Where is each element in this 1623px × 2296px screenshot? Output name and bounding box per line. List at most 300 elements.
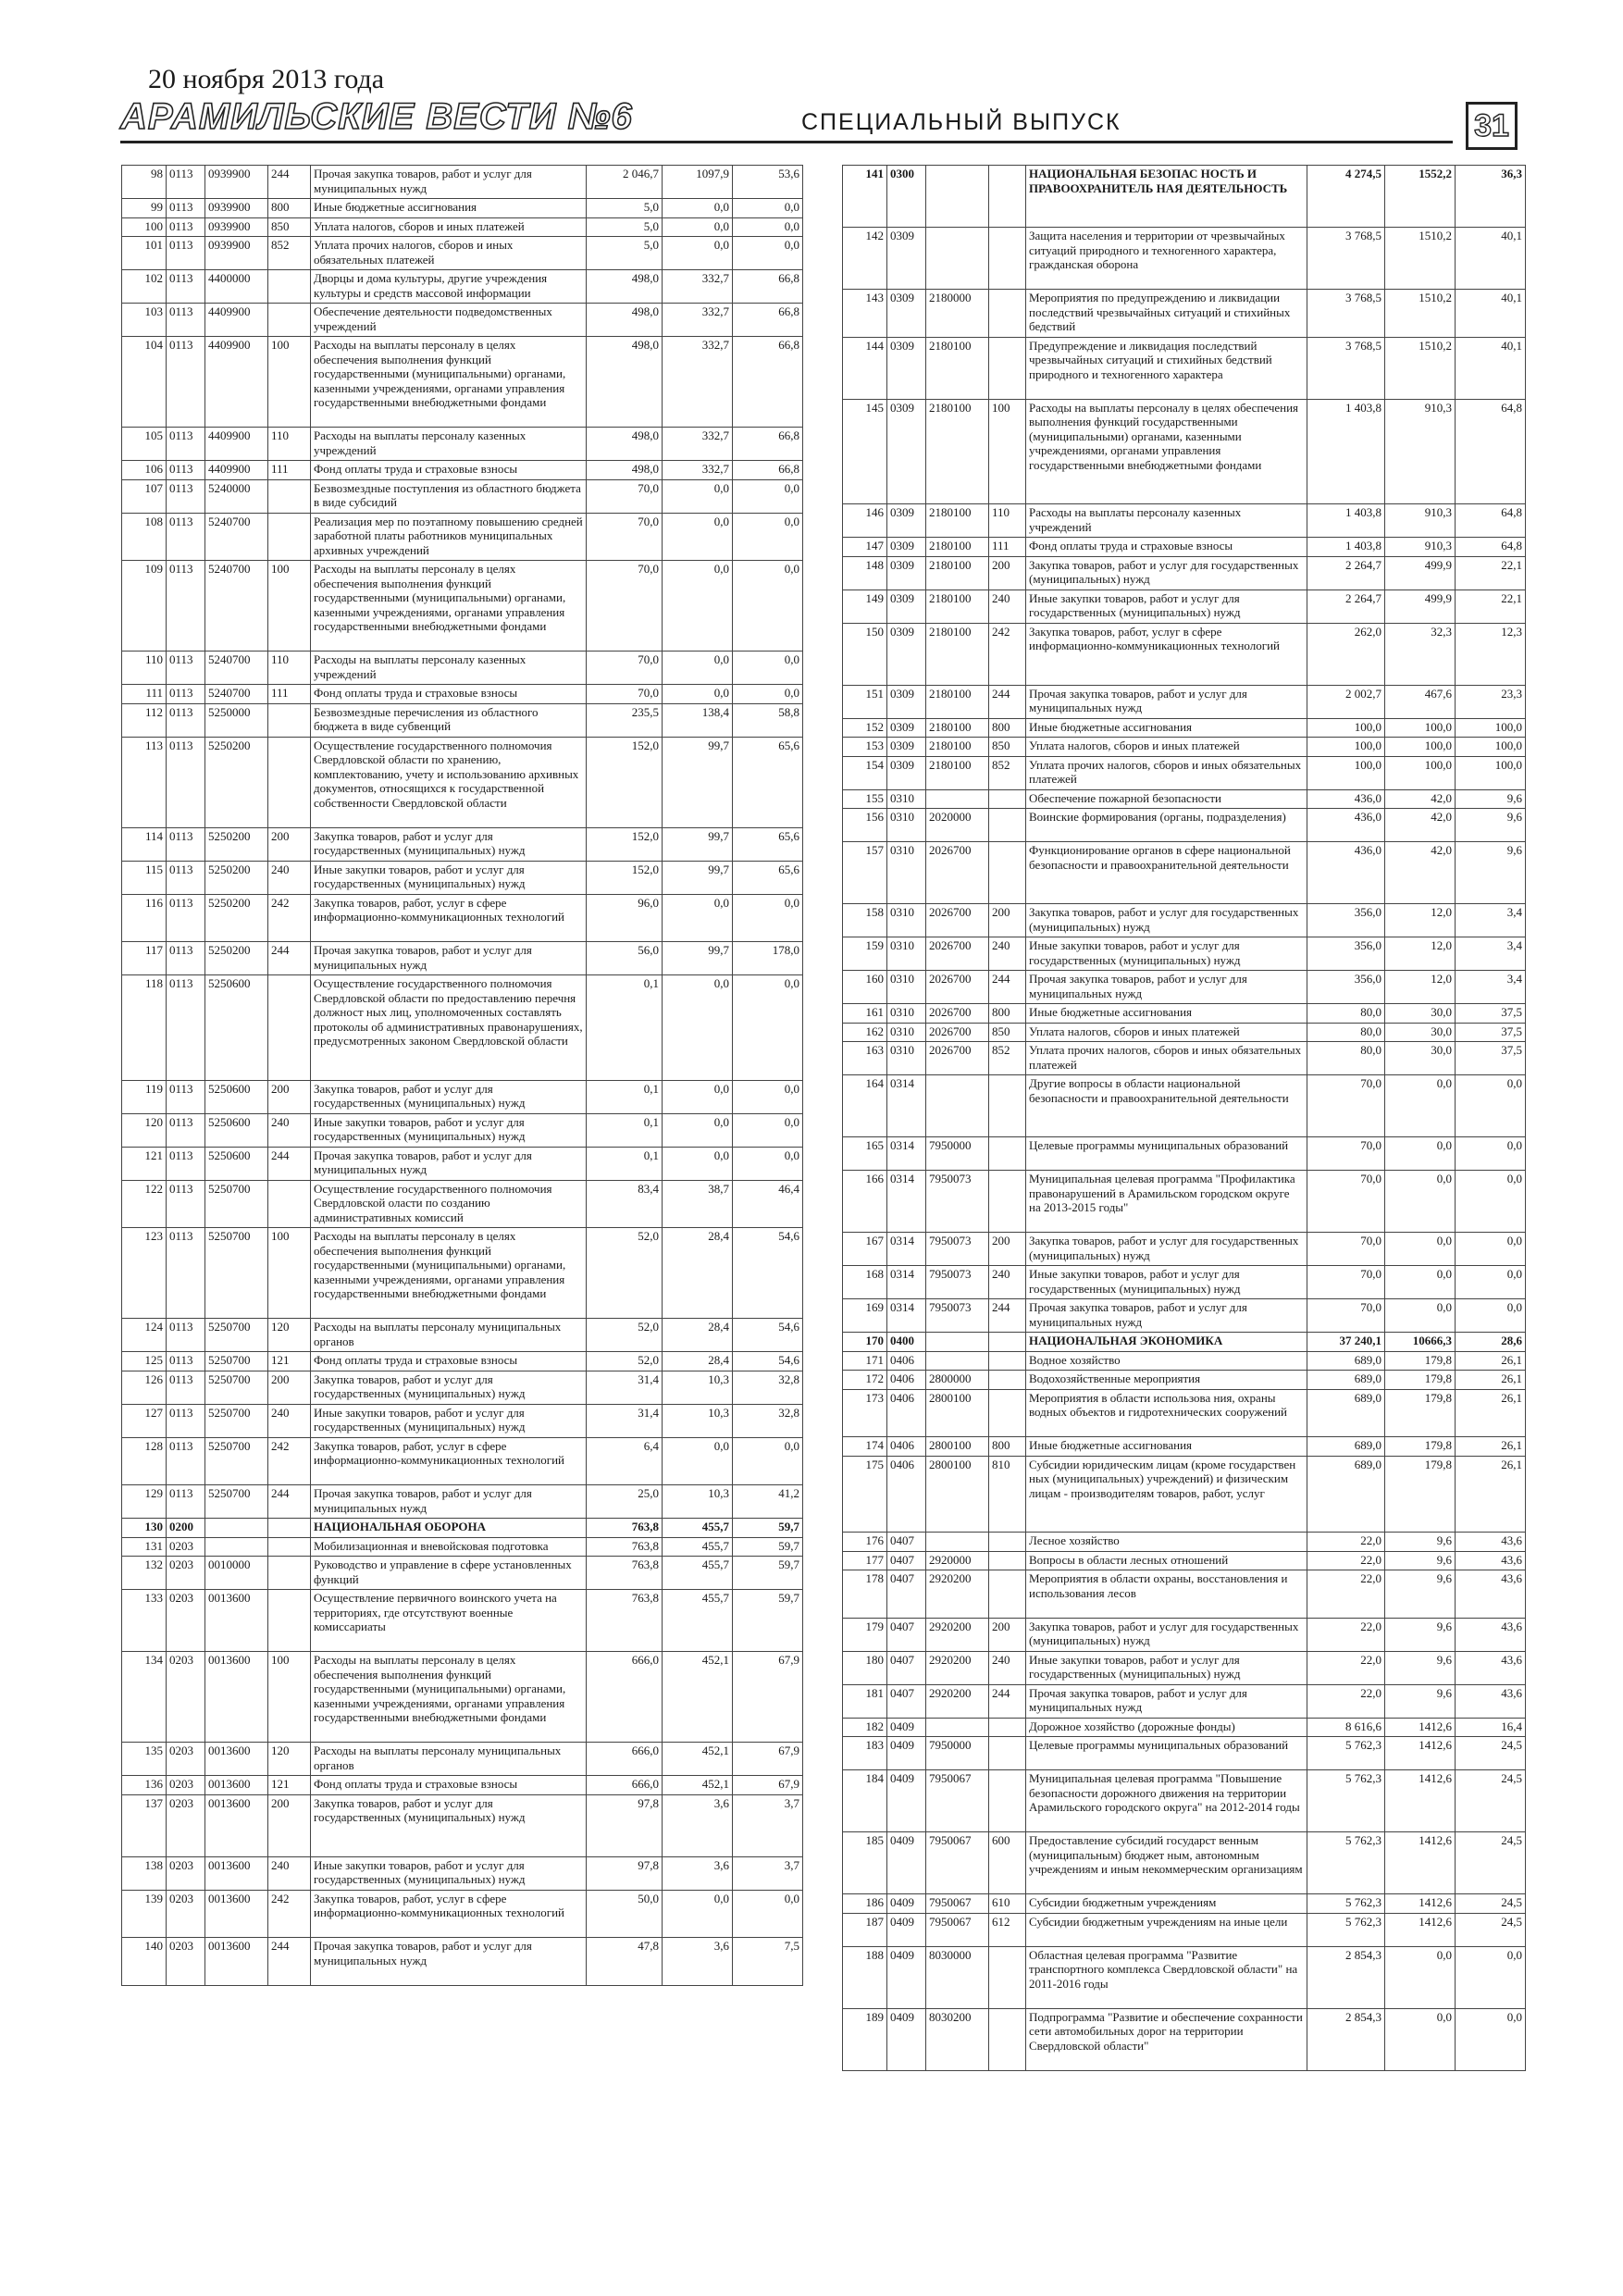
table-row	[843, 228, 1526, 290]
description-cell: НАЦИОНАЛЬНАЯ БЕЗОПАС НОСТЬ И ПРАВООХРАНИТЕЛЬ НАЯ ДЕЯТЕЛЬНОСТЬ	[1026, 166, 1307, 228]
plan-amount-cell: 56,0	[587, 942, 663, 975]
actual-amount-cell: 455,7	[663, 1557, 733, 1590]
target-code-cell: 2180100	[926, 718, 989, 738]
description-cell: Уплата налогов, сборов и иных платежей	[1026, 738, 1307, 757]
section-code-cell: 0203	[167, 1856, 205, 1890]
row-number-cell: 158	[843, 904, 887, 937]
description-cell: Уплата прочих налогов, сборов и иных обязательных платежей	[1026, 1042, 1307, 1075]
expense-type-cell	[268, 304, 311, 337]
row-number-cell: 113	[122, 737, 167, 827]
expense-type-cell: 852	[268, 237, 311, 270]
plan-amount-cell: 0,1	[587, 1147, 663, 1180]
section-code-cell: 0113	[167, 685, 205, 704]
plan-amount-cell: 22,0	[1307, 1551, 1385, 1570]
percent-cell: 0,0	[733, 217, 803, 237]
row-number-cell: 112	[122, 703, 167, 737]
percent-cell: 67,9	[733, 1776, 803, 1795]
description-cell: Иные бюджетные ассигнования	[1026, 718, 1307, 738]
section-code-cell: 0309	[887, 756, 926, 789]
section-code-cell: 0113	[167, 1319, 205, 1352]
table-row	[122, 199, 803, 218]
plan-amount-cell: 52,0	[587, 1319, 663, 1352]
expense-type-cell: 242	[268, 1890, 311, 1938]
row-number-cell: 139	[122, 1890, 167, 1938]
actual-amount-cell: 0,0	[663, 479, 733, 513]
section-code-cell: 0409	[887, 1832, 926, 1894]
percent-cell: 0,0	[733, 1113, 803, 1147]
newspaper-logo	[120, 96, 633, 137]
actual-amount-cell: 42,0	[1385, 842, 1456, 904]
table-row	[843, 1351, 1526, 1371]
description-cell: Расходы на выплаты персоналу казенных учреждений	[311, 428, 587, 461]
expense-type-cell: 200	[268, 1371, 311, 1404]
actual-amount-cell: 0,0	[663, 217, 733, 237]
expense-type-cell	[268, 1519, 311, 1538]
section-code-cell: 0203	[167, 1557, 205, 1590]
target-code-cell: 7950067	[926, 1832, 989, 1894]
percent-cell: 43,6	[1456, 1551, 1526, 1570]
percent-cell: 0,0	[733, 479, 803, 513]
actual-amount-cell: 0,0	[663, 685, 733, 704]
section-code-cell: 0314	[887, 1171, 926, 1233]
actual-amount-cell: 38,7	[663, 1180, 733, 1228]
expense-type-cell: 800	[989, 718, 1026, 738]
section-code-cell: 0203	[167, 1590, 205, 1652]
actual-amount-cell: 179,8	[1385, 1371, 1456, 1390]
expense-type-cell: 121	[268, 1352, 311, 1371]
target-code-cell: 4409900	[205, 461, 268, 480]
description-cell: НАЦИОНАЛЬНАЯ ОБОРОНА	[311, 1519, 587, 1538]
percent-cell: 0,0	[1456, 2008, 1526, 2070]
target-code-cell: 2800000	[926, 1371, 989, 1390]
expense-type-cell	[989, 1171, 1026, 1233]
description-cell: Закупка товаров, работ, услуг в сфере информационно-коммуникационных технологий	[1026, 623, 1307, 685]
table-row	[843, 1913, 1526, 1946]
row-number-cell: 187	[843, 1913, 887, 1946]
expense-type-cell: 244	[268, 942, 311, 975]
target-code-cell: 5250200	[205, 827, 268, 861]
target-code-cell: 2800100	[926, 1456, 989, 1533]
issue-number: №6	[567, 96, 633, 137]
plan-amount-cell: 1 403,8	[1307, 538, 1385, 557]
table-row	[843, 1075, 1526, 1137]
percent-cell: 9,6	[1456, 789, 1526, 809]
description-cell: Прочая закупка товаров, работ и услуг для муниципальных нужд	[311, 166, 587, 199]
section-code-cell: 0310	[887, 904, 926, 937]
actual-amount-cell: 0,0	[663, 1147, 733, 1180]
target-code-cell: 5250200	[205, 894, 268, 942]
expense-type-cell	[989, 1075, 1026, 1137]
table-row	[122, 1537, 803, 1557]
row-number-cell: 117	[122, 942, 167, 975]
target-code-cell: 2026700	[926, 1004, 989, 1024]
description-cell: Воинские формирования (органы, подразделения)	[1026, 809, 1307, 842]
plan-amount-cell: 5,0	[587, 217, 663, 237]
target-code-cell: 7950073	[926, 1233, 989, 1266]
percent-cell: 43,6	[1456, 1533, 1526, 1552]
row-number-cell: 188	[843, 1946, 887, 2008]
table-row	[122, 1404, 803, 1437]
actual-amount-cell: 179,8	[1385, 1389, 1456, 1437]
table-row	[122, 1590, 803, 1652]
row-number-cell: 150	[843, 623, 887, 685]
target-code-cell: 7950067	[926, 1770, 989, 1832]
row-number-cell: 136	[122, 1776, 167, 1795]
description-cell: Фонд оплаты труда и страховые взносы	[311, 1352, 587, 1371]
actual-amount-cell: 452,1	[663, 1652, 733, 1743]
percent-cell: 43,6	[1456, 1684, 1526, 1718]
description-cell: Закупка товаров, работ и услуг для государственных (муниципальных) нужд	[311, 1080, 587, 1113]
plan-amount-cell: 70,0	[1307, 1075, 1385, 1137]
table-row	[843, 789, 1526, 809]
section-code-cell: 0409	[887, 1913, 926, 1946]
table-row	[122, 1856, 803, 1890]
percent-cell: 0,0	[733, 1890, 803, 1938]
percent-cell: 59,7	[733, 1557, 803, 1590]
table-row	[843, 1570, 1526, 1619]
table-row	[843, 937, 1526, 971]
description-cell: Целевые программы муниципальных образований	[1026, 1137, 1307, 1171]
section-code-cell: 0203	[167, 1776, 205, 1795]
percent-cell: 0,0	[733, 894, 803, 942]
plan-amount-cell: 689,0	[1307, 1437, 1385, 1457]
table-row	[843, 1718, 1526, 1737]
plan-amount-cell: 498,0	[587, 270, 663, 304]
table-row	[843, 904, 1526, 937]
percent-cell: 54,6	[733, 1319, 803, 1352]
expense-type-cell	[268, 975, 311, 1081]
row-number-cell: 107	[122, 479, 167, 513]
expense-type-cell	[989, 1946, 1026, 2008]
target-code-cell: 0939900	[205, 166, 268, 199]
plan-amount-cell: 689,0	[1307, 1456, 1385, 1533]
row-number-cell: 110	[122, 652, 167, 685]
row-number-cell: 108	[122, 513, 167, 561]
row-number-cell: 122	[122, 1180, 167, 1228]
plan-amount-cell: 0,1	[587, 1113, 663, 1147]
target-code-cell: 2180100	[926, 623, 989, 685]
percent-cell: 0,0	[733, 561, 803, 652]
actual-amount-cell: 332,7	[663, 270, 733, 304]
target-code-cell: 0013600	[205, 1938, 268, 1986]
section-code-cell: 0113	[167, 861, 205, 894]
plan-amount-cell: 666,0	[587, 1776, 663, 1795]
section-code-cell: 0309	[887, 623, 926, 685]
percent-cell: 3,4	[1456, 971, 1526, 1004]
target-code-cell: 0010000	[205, 1557, 268, 1590]
target-code-cell: 2920200	[926, 1651, 989, 1684]
description-cell: Дорожное хозяйство (дорожные фонды)	[1026, 1718, 1307, 1737]
plan-amount-cell: 70,0	[1307, 1137, 1385, 1171]
plan-amount-cell: 47,8	[587, 1938, 663, 1986]
target-code-cell	[926, 1533, 989, 1552]
table-row	[843, 1832, 1526, 1894]
target-code-cell: 5240700	[205, 513, 268, 561]
expense-type-cell	[989, 1737, 1026, 1770]
target-code-cell: 2180100	[926, 738, 989, 757]
section-code-cell: 0113	[167, 479, 205, 513]
row-number-cell: 138	[122, 1856, 167, 1890]
description-cell: Мероприятия в области использова ния, охраны водных объектов и гидротехнических сооружений	[1026, 1389, 1307, 1437]
percent-cell: 16,4	[1456, 1718, 1526, 1737]
plan-amount-cell: 763,8	[587, 1557, 663, 1590]
expense-type-cell: 244	[268, 166, 311, 199]
percent-cell: 26,1	[1456, 1389, 1526, 1437]
plan-amount-cell: 2 264,7	[1307, 556, 1385, 590]
table-row	[122, 1519, 803, 1538]
table-row	[843, 290, 1526, 338]
description-cell: Реализация мер по поэтапному повышению средней заработной платы работников муниципальных архивных учреждений	[311, 513, 587, 561]
section-code-cell: 0406	[887, 1371, 926, 1390]
actual-amount-cell: 0,0	[663, 513, 733, 561]
row-number-cell: 125	[122, 1352, 167, 1371]
percent-cell: 65,6	[733, 827, 803, 861]
description-cell: Муниципальная целевая программа "Повышение безопасности дорожного движения на территории Арамильского городского округа" на 2012-2014 годы	[1026, 1770, 1307, 1832]
percent-cell: 59,7	[733, 1590, 803, 1652]
description-cell: Осуществление государственного полномочия Свердловской области по хранению, комплектованию, учету и использованию архивных документов, относящихся к государственной собственности Свердловской области	[311, 737, 587, 827]
expense-type-cell	[989, 1333, 1026, 1352]
table-row	[843, 623, 1526, 685]
table-row	[122, 942, 803, 975]
row-number-cell: 116	[122, 894, 167, 942]
description-cell: Функционирование органов в сфере национальной безопасности и правоохранительной деятельности	[1026, 842, 1307, 904]
expense-type-cell: 852	[989, 756, 1026, 789]
table-row	[122, 337, 803, 428]
table-row	[122, 1113, 803, 1147]
expense-type-cell	[989, 1533, 1026, 1552]
percent-cell: 66,8	[733, 270, 803, 304]
percent-cell: 59,7	[733, 1519, 803, 1538]
table-row	[122, 1794, 803, 1856]
section-code-cell: 0113	[167, 1371, 205, 1404]
plan-amount-cell: 689,0	[1307, 1389, 1385, 1437]
target-code-cell: 5250700	[205, 1352, 268, 1371]
actual-amount-cell: 467,6	[1385, 685, 1456, 718]
section-code-cell: 0113	[167, 217, 205, 237]
row-number-cell: 171	[843, 1351, 887, 1371]
table-row	[122, 1352, 803, 1371]
expense-type-cell: 612	[989, 1913, 1026, 1946]
percent-cell: 43,6	[1456, 1618, 1526, 1651]
row-number-cell: 159	[843, 937, 887, 971]
row-number-cell: 135	[122, 1743, 167, 1776]
actual-amount-cell: 99,7	[663, 861, 733, 894]
percent-cell: 3,4	[1456, 904, 1526, 937]
expense-type-cell: 244	[268, 1147, 311, 1180]
actual-amount-cell: 28,4	[663, 1352, 733, 1371]
section-code-cell: 0407	[887, 1684, 926, 1718]
actual-amount-cell: 28,4	[663, 1319, 733, 1352]
target-code-cell: 7950073	[926, 1266, 989, 1299]
plan-amount-cell: 152,0	[587, 861, 663, 894]
section-code-cell: 0203	[167, 1794, 205, 1856]
table-row	[843, 1651, 1526, 1684]
target-code-cell: 5250700	[205, 1319, 268, 1352]
target-code-cell: 0013600	[205, 1856, 268, 1890]
plan-amount-cell: 498,0	[587, 304, 663, 337]
target-code-cell: 2920200	[926, 1684, 989, 1718]
section-code-cell: 0203	[167, 1743, 205, 1776]
percent-cell: 0,0	[733, 513, 803, 561]
table-row	[122, 270, 803, 304]
target-code-cell: 5250000	[205, 703, 268, 737]
section-code-cell: 0113	[167, 1113, 205, 1147]
plan-amount-cell: 436,0	[1307, 809, 1385, 842]
table-row	[843, 1684, 1526, 1718]
plan-amount-cell: 498,0	[587, 428, 663, 461]
description-cell: Закупка товаров, работ, услуг в сфере информационно-коммуникационных технологий	[311, 894, 587, 942]
row-number-cell: 104	[122, 337, 167, 428]
actual-amount-cell: 99,7	[663, 942, 733, 975]
description-cell: Предоставление субсидий государст венным (муниципальным) бюджет ным, автономным учреждениям и иным некоммерческим организациям	[1026, 1832, 1307, 1894]
plan-amount-cell: 4 274,5	[1307, 166, 1385, 228]
description-cell: Мероприятия в области охраны, восстановления и использования лесов	[1026, 1570, 1307, 1619]
percent-cell: 64,8	[1456, 504, 1526, 538]
description-cell: Закупка товаров, работ и услуг для государственных (муниципальных) нужд	[1026, 1618, 1307, 1651]
expense-type-cell: 244	[268, 1485, 311, 1519]
plan-amount-cell: 5 762,3	[1307, 1770, 1385, 1832]
expense-type-cell	[989, 789, 1026, 809]
plan-amount-cell: 436,0	[1307, 789, 1385, 809]
percent-cell: 65,6	[733, 861, 803, 894]
plan-amount-cell: 31,4	[587, 1371, 663, 1404]
plan-amount-cell: 52,0	[587, 1352, 663, 1371]
expense-type-cell	[268, 1537, 311, 1557]
row-number-cell: 176	[843, 1533, 887, 1552]
target-code-cell: 4400000	[205, 270, 268, 304]
plan-amount-cell: 152,0	[587, 827, 663, 861]
plan-amount-cell: 97,8	[587, 1856, 663, 1890]
row-number-cell: 182	[843, 1718, 887, 1737]
expense-type-cell: 244	[989, 685, 1026, 718]
actual-amount-cell: 0,0	[663, 975, 733, 1081]
section-code-cell: 0409	[887, 1718, 926, 1737]
target-code-cell: 2026700	[926, 1023, 989, 1042]
description-cell: Прочая закупка товаров, работ и услуг для муниципальных нужд	[1026, 971, 1307, 1004]
section-code-cell: 0113	[167, 304, 205, 337]
row-number-cell: 101	[122, 237, 167, 270]
description-cell: Дворцы и дома культуры, другие учреждения культуры и средств массовой информации	[311, 270, 587, 304]
target-code-cell: 2920200	[926, 1570, 989, 1619]
section-code-cell: 0407	[887, 1551, 926, 1570]
row-number-cell: 119	[122, 1080, 167, 1113]
row-number-cell: 120	[122, 1113, 167, 1147]
expense-type-cell: 810	[989, 1456, 1026, 1533]
percent-cell: 46,4	[733, 1180, 803, 1228]
expense-type-cell: 242	[268, 1437, 311, 1485]
expense-type-cell: 200	[268, 1794, 311, 1856]
row-number-cell: 168	[843, 1266, 887, 1299]
plan-amount-cell: 498,0	[587, 461, 663, 480]
expense-type-cell	[989, 228, 1026, 290]
target-code-cell: 5250700	[205, 1371, 268, 1404]
table-row	[843, 2008, 1526, 2070]
description-cell: Субсидии бюджетным учреждениям	[1026, 1894, 1307, 1914]
description-cell: Иные закупки товаров, работ и услуг для государственных (муниципальных) нужд	[1026, 937, 1307, 971]
row-number-cell: 169	[843, 1299, 887, 1333]
actual-amount-cell: 332,7	[663, 304, 733, 337]
description-cell: Расходы на выплаты персоналу в целях обеспечения выполнения функций государственными (муниципальными) органами, казенными учреждениями, органами управления государственными внебюджетными фондами	[311, 337, 587, 428]
percent-cell: 58,8	[733, 703, 803, 737]
row-number-cell: 145	[843, 399, 887, 504]
description-cell: Фонд оплаты труда и страховые взносы	[1026, 538, 1307, 557]
actual-amount-cell: 1412,6	[1385, 1718, 1456, 1737]
description-cell: Иные бюджетные ассигнования	[311, 199, 587, 218]
target-code-cell: 4409900	[205, 428, 268, 461]
description-cell: Прочая закупка товаров, работ и услуг для муниципальных нужд	[1026, 1299, 1307, 1333]
section-code-cell: 0406	[887, 1389, 926, 1437]
percent-cell: 67,9	[733, 1743, 803, 1776]
target-code-cell: 2180100	[926, 504, 989, 538]
expense-type-cell	[989, 166, 1026, 228]
actual-amount-cell: 455,7	[663, 1519, 733, 1538]
description-cell: Иные закупки товаров, работ и услуг для государственных (муниципальных) нужд	[311, 861, 587, 894]
section-code-cell: 0310	[887, 1042, 926, 1075]
table-row	[843, 718, 1526, 738]
percent-cell: 37,5	[1456, 1042, 1526, 1075]
description-cell: Прочая закупка товаров, работ и услуг для муниципальных нужд	[1026, 685, 1307, 718]
plan-amount-cell: 70,0	[1307, 1171, 1385, 1233]
actual-amount-cell: 0,0	[1385, 1299, 1456, 1333]
actual-amount-cell: 3,6	[663, 1856, 733, 1890]
table-row	[122, 861, 803, 894]
expense-type-cell: 852	[989, 1042, 1026, 1075]
actual-amount-cell: 910,3	[1385, 504, 1456, 538]
expense-type-cell: 850	[268, 217, 311, 237]
section-code-cell: 0203	[167, 1890, 205, 1938]
target-code-cell: 7950000	[926, 1137, 989, 1171]
percent-cell: 24,5	[1456, 1770, 1526, 1832]
actual-amount-cell: 0,0	[663, 237, 733, 270]
percent-cell: 26,1	[1456, 1456, 1526, 1533]
expense-type-cell: 120	[268, 1743, 311, 1776]
section-code-cell: 0309	[887, 556, 926, 590]
section-code-cell: 0406	[887, 1351, 926, 1371]
section-code-cell: 0310	[887, 971, 926, 1004]
target-code-cell: 5250700	[205, 1437, 268, 1485]
plan-amount-cell: 70,0	[587, 561, 663, 652]
description-cell: Прочая закупка товаров, работ и услуг для муниципальных нужд	[311, 1938, 587, 1986]
plan-amount-cell: 25,0	[587, 1485, 663, 1519]
actual-amount-cell: 179,8	[1385, 1437, 1456, 1457]
plan-amount-cell: 666,0	[587, 1743, 663, 1776]
section-code-cell: 0113	[167, 942, 205, 975]
plan-amount-cell: 5 762,3	[1307, 1894, 1385, 1914]
plan-amount-cell: 100,0	[1307, 718, 1385, 738]
description-cell: Уплата налогов, сборов и иных платежей	[311, 217, 587, 237]
plan-amount-cell: 763,8	[587, 1590, 663, 1652]
plan-amount-cell: 5,0	[587, 199, 663, 218]
actual-amount-cell: 10666,3	[1385, 1333, 1456, 1352]
table-row	[843, 971, 1526, 1004]
actual-amount-cell: 0,0	[1385, 1137, 1456, 1171]
expense-type-cell	[989, 337, 1026, 399]
expense-type-cell: 121	[268, 1776, 311, 1795]
percent-cell: 9,6	[1456, 842, 1526, 904]
actual-amount-cell: 99,7	[663, 737, 733, 827]
target-code-cell: 2180100	[926, 399, 989, 504]
row-number-cell: 102	[122, 270, 167, 304]
section-code-cell: 0113	[167, 237, 205, 270]
section-code-cell: 0113	[167, 737, 205, 827]
section-code-cell: 0309	[887, 228, 926, 290]
actual-amount-cell: 1412,6	[1385, 1894, 1456, 1914]
actual-amount-cell: 32,3	[1385, 623, 1456, 685]
actual-amount-cell: 100,0	[1385, 738, 1456, 757]
expense-type-cell: 100	[989, 399, 1026, 504]
description-cell: Обеспечение деятельности подведомственных учреждений	[311, 304, 587, 337]
expense-type-cell	[268, 479, 311, 513]
